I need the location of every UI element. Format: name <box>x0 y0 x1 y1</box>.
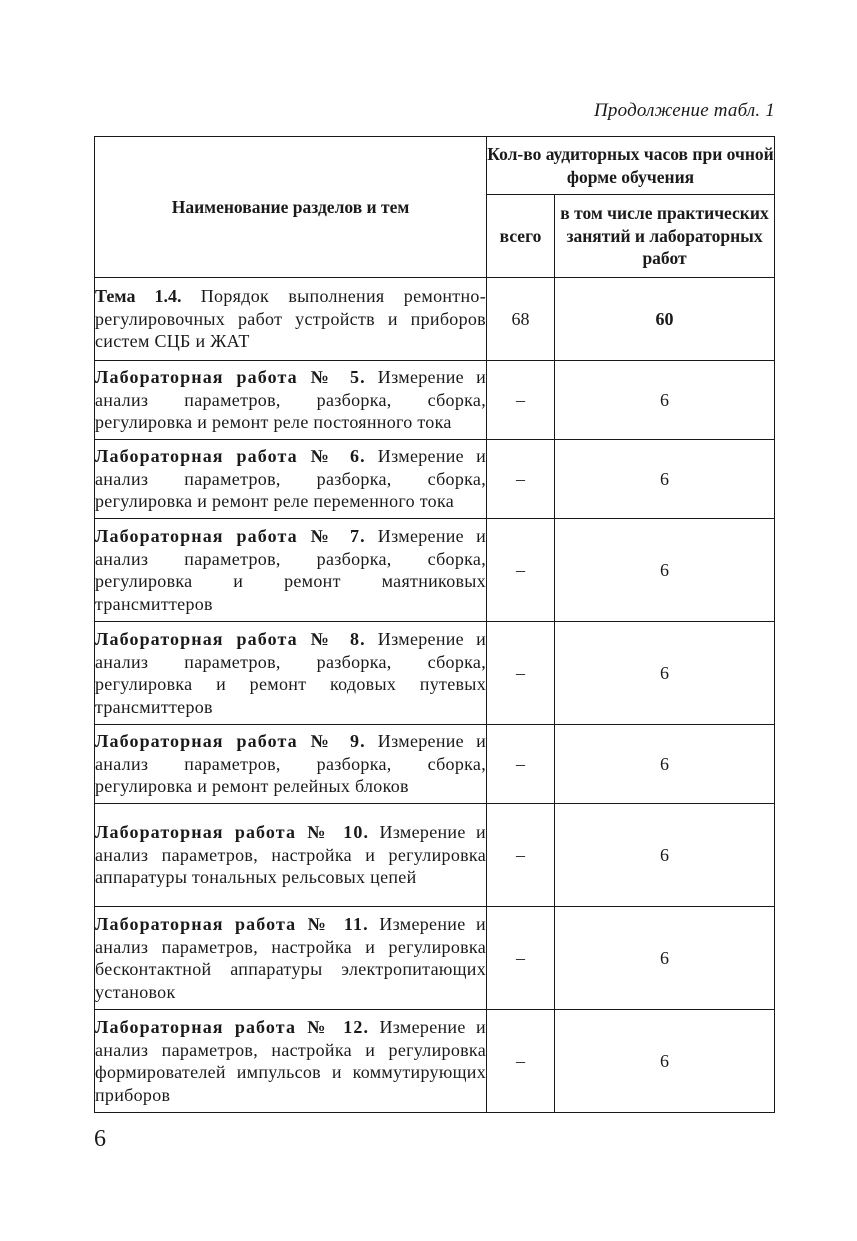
row-total-hours: – <box>487 804 555 907</box>
row-body: Измерение и анализ параметров, настройка и регулировка формирователей импульсов и коммутирующих приборов <box>95 1017 486 1105</box>
row-title: Лабораторная работа № 7. <box>95 526 366 546</box>
row-practical-hours: 6 <box>555 361 775 440</box>
row-total-hours: – <box>487 622 555 725</box>
row-description <box>95 725 487 804</box>
row-title: Тема 1.4. <box>95 286 182 307</box>
table-row <box>95 622 775 725</box>
table-row <box>95 1010 775 1113</box>
row-total-hours: – <box>487 1010 555 1113</box>
row-practical-hours: 6 <box>555 440 775 519</box>
row-description <box>95 519 487 622</box>
row-body: Измерение и анализ параметров, настройка и регулировка бесконтактной аппаратуры электропитающих установок <box>95 914 486 1002</box>
header-total: всего <box>487 195 555 278</box>
row-body: Порядок выполнения ремонтно-регулировочных работ устройств и приборов систем СЦБ и ЖАТ <box>95 286 486 352</box>
row-body: Измерение и анализ параметров, настройка и регулировка аппаратуры тональных рельсовых цепей <box>95 822 486 888</box>
row-practical-hours: 6 <box>555 622 775 725</box>
row-total-hours: – <box>487 725 555 804</box>
table-continuation-label: Продолжение табл. 1 <box>594 100 775 121</box>
row-title: Лабораторная работа № 12. <box>95 1017 370 1037</box>
row-title: Лабораторная работа № 8. <box>95 629 366 649</box>
header-section-name: Наименование разделов и тем <box>95 137 487 278</box>
header-hours-group: Кол-во аудиторных часов при очной форме обучения <box>487 137 775 195</box>
row-total-hours: – <box>487 440 555 519</box>
header-practical: в том числе практических занятий и лабораторных работ <box>555 195 775 278</box>
row-description <box>95 440 487 519</box>
table-row <box>95 361 775 440</box>
table-row <box>95 725 775 804</box>
row-body: Измерение и анализ параметров, разборка, сборка, регулировка и ремонт релейных блоков <box>95 731 486 797</box>
row-total-hours: – <box>487 519 555 622</box>
table-row <box>95 278 775 361</box>
row-practical-hours: 6 <box>555 519 775 622</box>
row-total-hours: – <box>487 361 555 440</box>
row-description <box>95 361 487 440</box>
row-practical-hours: 60 <box>555 278 775 361</box>
row-title: Лабораторная работа № 11. <box>95 914 369 934</box>
row-practical-hours: 6 <box>555 725 775 804</box>
row-practical-hours: 6 <box>555 804 775 907</box>
row-description <box>95 804 487 907</box>
table-row <box>95 907 775 1010</box>
row-practical-hours: 6 <box>555 907 775 1010</box>
row-body: Измерение и анализ параметров, разборка, сборка, регулировка и ремонт кодовых путевых трансмиттеров <box>95 629 486 717</box>
row-description <box>95 622 487 725</box>
row-total-hours: – <box>487 907 555 1010</box>
row-body: Измерение и анализ параметров, разборка, сборка, регулировка и ремонт реле переменного тока <box>95 446 486 512</box>
row-description <box>95 1010 487 1113</box>
row-description <box>95 278 487 361</box>
row-body: Измерение и анализ параметров, разборка, сборка, регулировка и ремонт маятниковых трансмиттеров <box>95 526 486 614</box>
page-number: 6 <box>94 1126 106 1152</box>
row-title: Лабораторная работа № 5. <box>95 367 366 388</box>
row-title: Лабораторная работа № 10. <box>95 822 370 843</box>
row-practical-hours: 6 <box>555 1010 775 1113</box>
row-total-hours: 68 <box>487 278 555 361</box>
table-row <box>95 519 775 622</box>
table-row <box>95 804 775 907</box>
row-body: Измерение и анализ параметров, разборка, сборка, регулировка и ремонт реле постоянного тока <box>95 367 486 433</box>
row-title: Лабораторная работа № 9. <box>95 731 366 752</box>
row-title: Лабораторная работа № 6. <box>95 446 366 467</box>
table-row <box>95 440 775 519</box>
curriculum-table <box>94 136 775 1113</box>
row-description <box>95 907 487 1010</box>
